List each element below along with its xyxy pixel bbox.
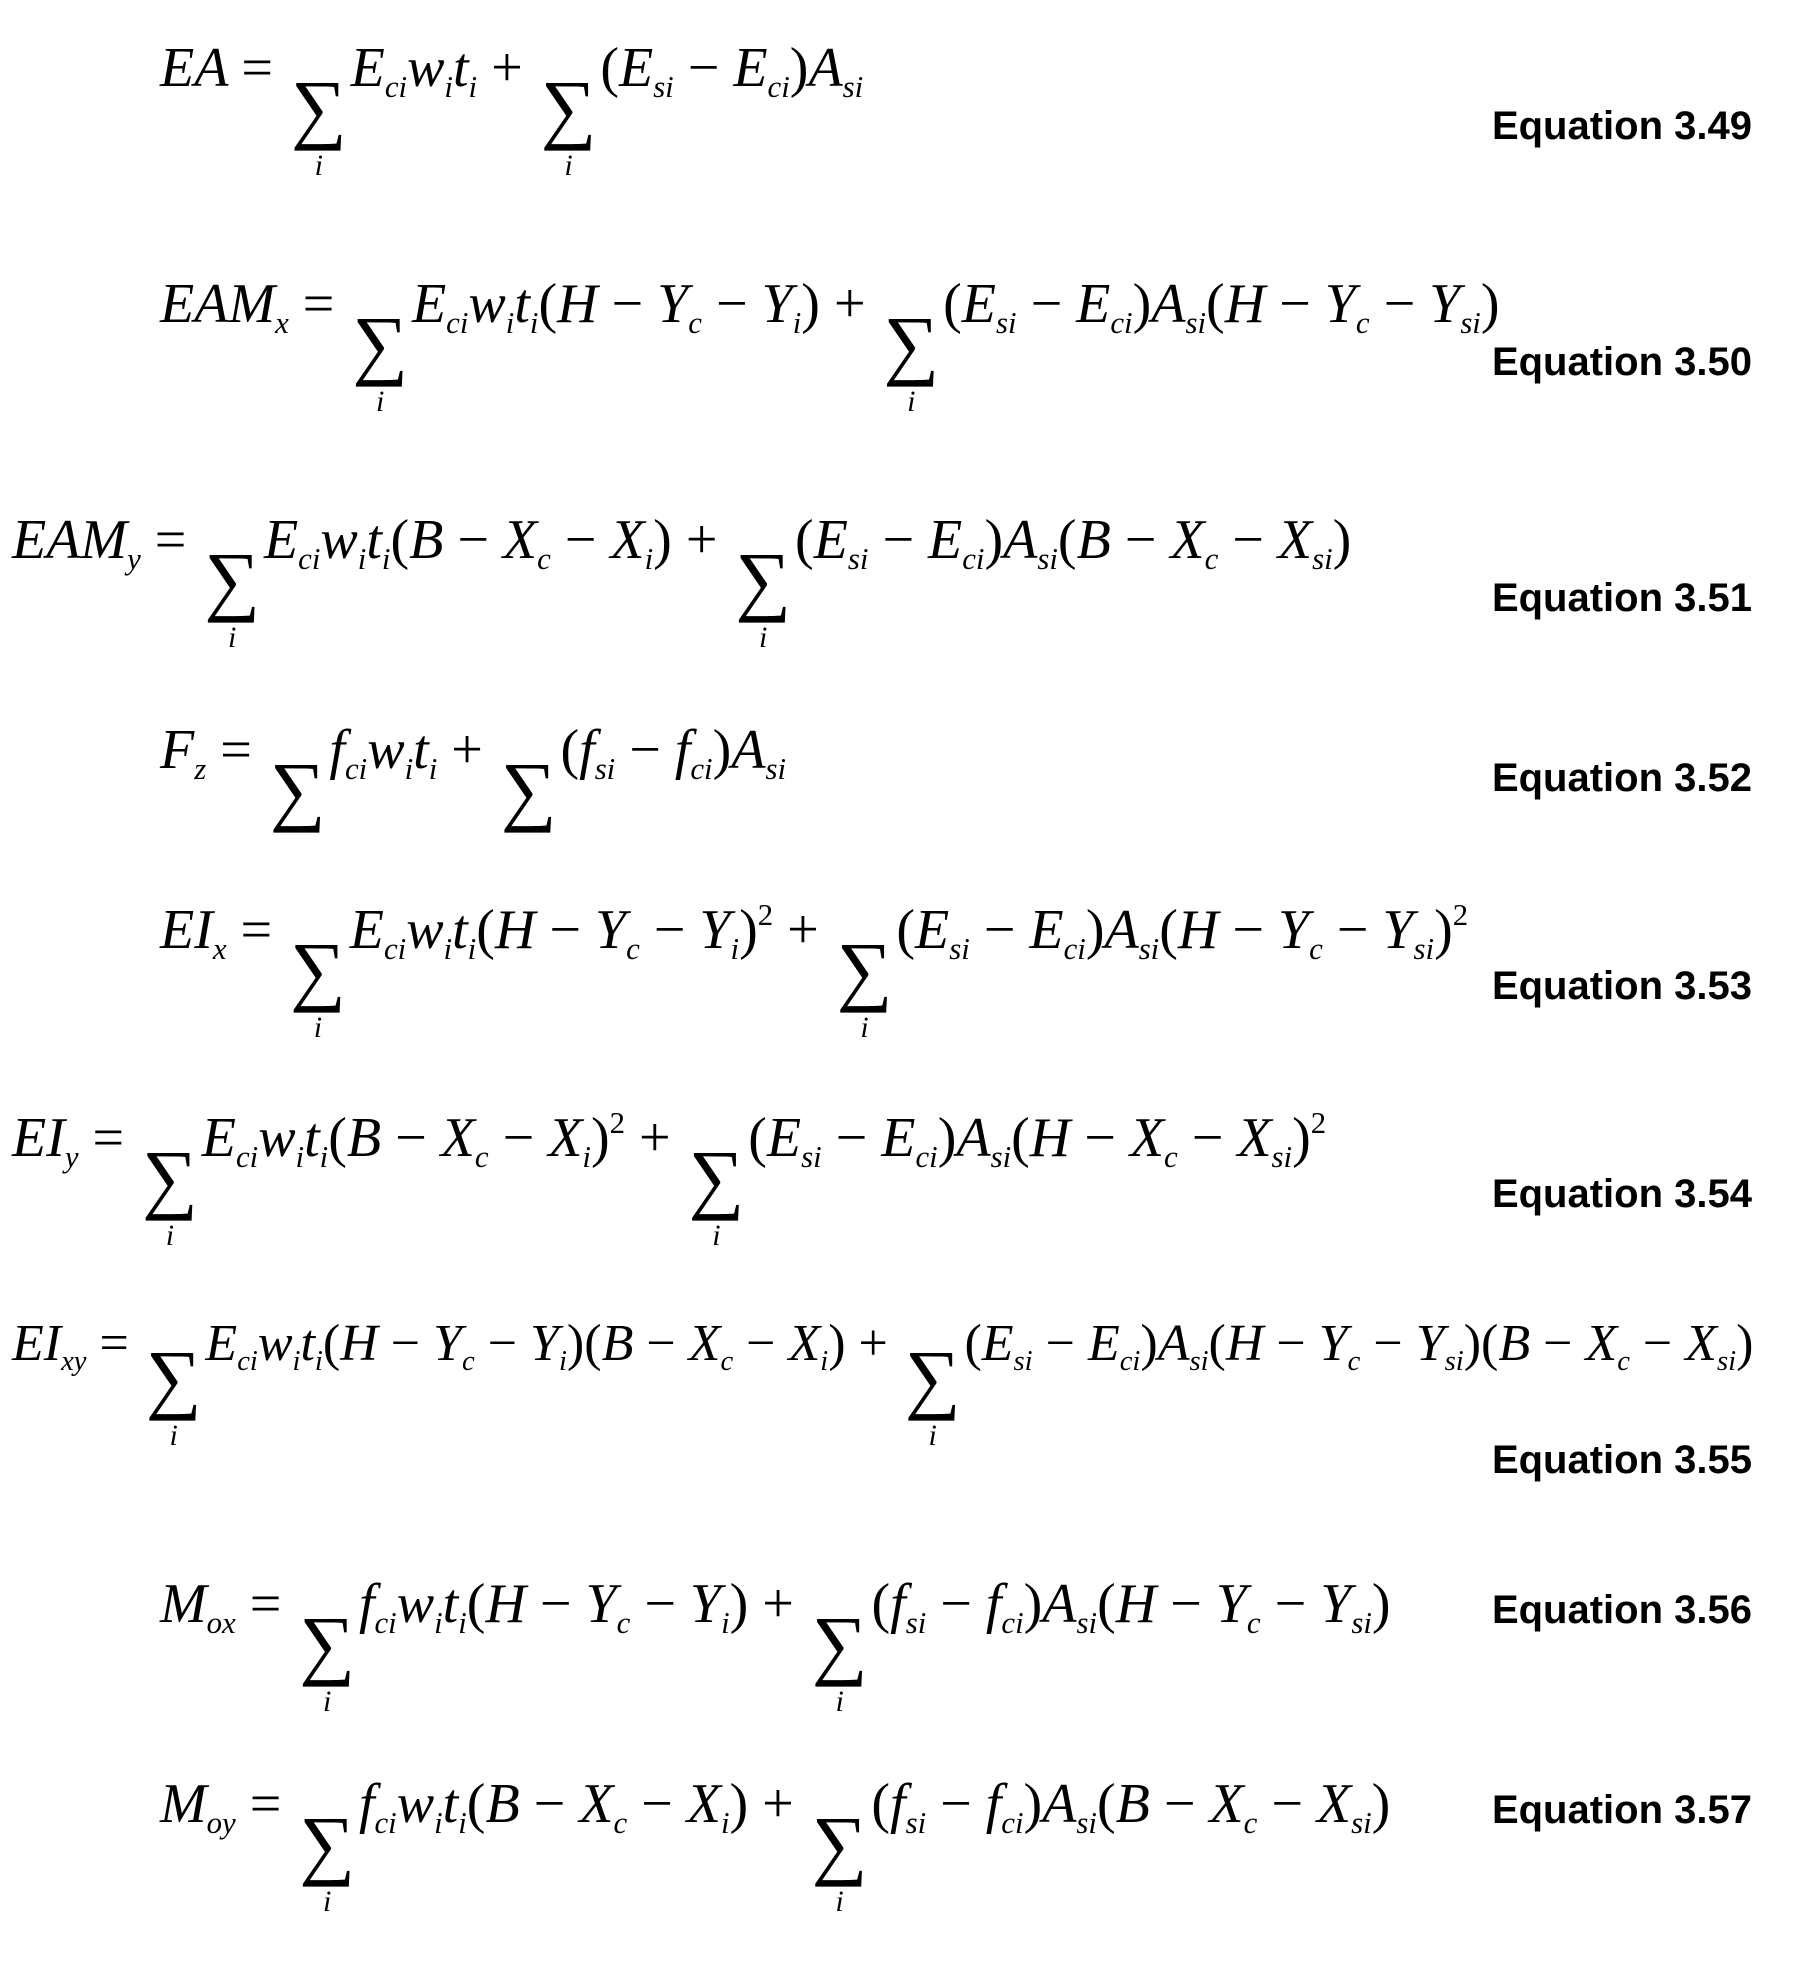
equation-3-56: $M_{ox}$ = ∑ i $f_{ci}w_it_i(H - Y_c - Y_i)$ + ∑ i $(f_{si} - f_{ci})A_{si}(H - Y_c - Y_{si})$ [160, 1573, 1391, 1718]
equation-3-55: $EI_{xy}$ = ∑ i $E_{ci}w_it_i(H - Y_c - Y_i)(B - X_c - X_i)$ + ∑ i $(E_{si} - E_{ci})A_{si}(H - Y_c - Y_{si})(B - X_c - X_{si})$ [12, 1315, 1754, 1453]
equation-label: Equation 3.55 [1491, 1438, 1752, 1482]
equation-label: Equation 3.52 [1491, 756, 1752, 800]
equation-3-54: $EI_y$ = ∑ i $E_{ci}w_it_i(B - X_c - X_i)^2$ + ∑ i $(E_{si} - E_{ci})A_{si}(H - X_c - X_{si})^2$ [12, 1106, 1327, 1252]
equation-3-53: $EI_x$ = ∑ i $E_{ci}w_it_i(H - Y_c - Y_i)^2$ + ∑ i $(E_{si} - E_{ci})A_{si}(H - Y_c - Y_{si})^2$ [160, 898, 1469, 1044]
equation-label: Equation 3.51 [1491, 576, 1752, 620]
equation-label: Equation 3.49 [1491, 104, 1752, 148]
equation-3-52: $F_z$ = ∑ $f_{ci}w_it_i$ + ∑ $(f_{si} - f_{ci})A_{si}$ [160, 719, 787, 833]
equation-3-51: $EAM_y$ = ∑ i $E_{ci}w_it_i(B - X_c - X_i)$ + ∑ i $(E_{si} - E_{ci})A_{si}(B - X_c - X_{si})$ [12, 509, 1352, 654]
equation-3-49: EA = ∑ i $E_{ci}w_it_i$ + ∑ i $(E_{si} - E_{ci})A_{si}$ [160, 37, 864, 182]
equation-3-57: $M_{oy}$ = ∑ i $f_{ci}w_it_i(B - X_c - X_i)$ + ∑ i $(f_{si} - f_{ci})A_{si}(B - X_c - X_{si})$ [160, 1773, 1391, 1918]
equation-label: Equation 3.57 [1491, 1788, 1752, 1832]
equation-3-50: $EAM_x$ = ∑ i $E_{ci}w_it_i(H - Y_c - Y_i)$ + ∑ i $(E_{si} - E_{ci})A_{si}(H - Y_c - Y_{si})$ [160, 273, 1500, 418]
equation-label: Equation 3.54 [1491, 1172, 1752, 1216]
equation-label: Equation 3.50 [1491, 340, 1752, 384]
equation-label: Equation 3.56 [1491, 1588, 1752, 1632]
equation-label: Equation 3.53 [1491, 964, 1752, 1008]
